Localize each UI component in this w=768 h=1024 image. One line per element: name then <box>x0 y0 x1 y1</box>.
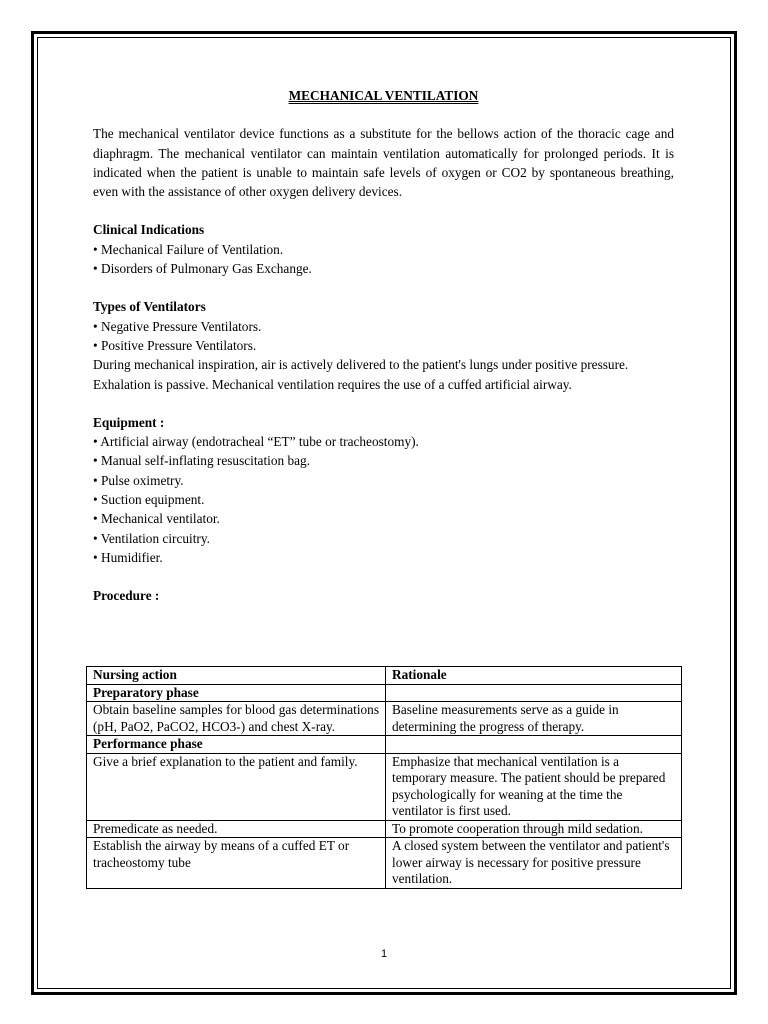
list-item: • Negative Pressure Ventilators. <box>93 317 674 336</box>
empty-cell <box>386 736 682 754</box>
phase-label: Performance phase <box>87 736 386 754</box>
procedure-table <box>86 666 682 889</box>
exhalation-paragraph: Exhalation is passive. Mechanical ventilation requires the use of a cuffed artificial airway. <box>93 376 572 392</box>
equipment-list <box>93 432 674 567</box>
empty-cell <box>386 684 682 702</box>
list-item: • Ventilation circuitry. <box>93 529 674 548</box>
nursing-action-cell: Obtain baseline samples for blood gas determinations (pH, PaO2, PaCO2, HCO3-) and chest X-ray. <box>87 702 386 736</box>
nursing-action-cell: Establish the airway by means of a cuffed ET or tracheostomy tube <box>87 838 386 889</box>
list-item: • Suction equipment. <box>93 490 674 509</box>
document-body <box>93 86 674 606</box>
column-header-nursing-action: Nursing action <box>87 667 386 685</box>
equipment-heading: Equipment : <box>93 414 165 430</box>
rationale-cell: A closed system between the ventilator and patient's lower airway is necessary for positive pressure ventilation. <box>386 838 682 889</box>
list-item: • Disorders of Pulmonary Gas Exchange. <box>93 259 674 278</box>
table-header-row <box>87 667 682 685</box>
procedure-heading: Procedure : <box>93 588 160 604</box>
table-row <box>87 753 682 820</box>
nursing-action-cell: Premedicate as needed. <box>87 820 386 838</box>
intro-paragraph: The mechanical ventilator device functions as a substitute for the bellows action of the thoracic cage and diaphragm. The mechanical ventilator can maintain ventilation automatically for prolonged periods. It is indicated when the patient is unable to maintain safe levels of oxygen or CO2 by spontaneous breathing, even with the assistance of other oxygen delivery devices. <box>93 126 674 200</box>
page-number: 1 <box>380 948 388 960</box>
table-row <box>87 702 682 736</box>
list-item: • Mechanical Failure of Ventilation. <box>93 240 674 259</box>
phase-row <box>87 684 682 702</box>
list-item: • Manual self-inflating resuscitation bag. <box>93 451 674 470</box>
types-of-ventilators-list <box>93 317 674 356</box>
list-item: • Positive Pressure Ventilators. <box>93 336 674 355</box>
inspiration-paragraph: During mechanical inspiration, air is actively delivered to the patient's lungs under positive pressure. <box>93 357 629 373</box>
types-of-ventilators-heading: Types of Ventilators <box>93 299 206 315</box>
list-item: • Mechanical ventilator. <box>93 509 674 528</box>
column-header-rationale: Rationale <box>386 667 682 685</box>
table-row <box>87 838 682 889</box>
clinical-indications-list <box>93 240 674 279</box>
clinical-indications-heading: Clinical Indications <box>93 222 205 238</box>
rationale-cell: To promote cooperation through mild sedation. <box>386 820 682 838</box>
document-title: MECHANICAL VENTILATION <box>288 88 479 103</box>
phase-row <box>87 736 682 754</box>
list-item: • Humidifier. <box>93 548 674 567</box>
list-item: • Pulse oximetry. <box>93 471 674 490</box>
nursing-action-cell: Give a brief explanation to the patient and family. <box>87 753 386 820</box>
table-row <box>87 820 682 838</box>
phase-label: Preparatory phase <box>87 684 386 702</box>
rationale-cell: Emphasize that mechanical ventilation is a temporary measure. The patient should be prepared psychologically for weaning at the time the ventilator is first used. <box>386 753 682 820</box>
list-item: • Artificial airway (endotracheal “ET” tube or tracheostomy). <box>93 432 674 451</box>
rationale-cell: Baseline measurements serve as a guide in determining the progress of therapy. <box>386 702 682 736</box>
